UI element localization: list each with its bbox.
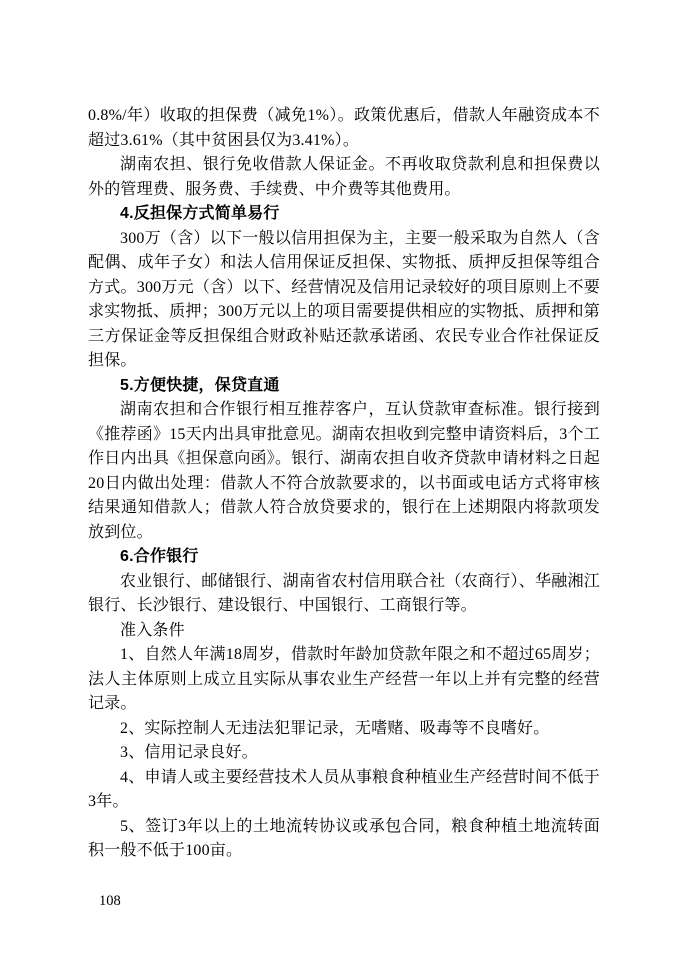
- paragraph: 农业银行、邮储银行、湖南省农村信用联合社（农商行）、华融湘江银行、长沙银行、建设银行、中国银行、工商银行等。: [88, 572, 600, 614]
- paragraph: 300万（含）以下一般以信用担保为主，主要一般采取为自然人（含配偶、成年子女）和法人信用保证反担保、实物抵、质押反担保等组合方式。300万元（含）以下、经营情况及信用记录较好的项目原则上不要求实物抵、质押；300万元以上的项目需要提供相应的实物抵、质押和第三方保证金等反担保组合财政补贴还款承诺函、农民专业合作社保证反担保。: [88, 229, 600, 369]
- paragraph-condition-1: 1、自然人年满18周岁，借款时年龄加贷款年限之和不超过65周岁；法人主体原则上成立且实际从事农业生产经营一年以上并有完整的经营记录。: [88, 646, 600, 712]
- section-heading-5: 5.方便快捷，保贷直通: [120, 376, 280, 394]
- paragraph-condition-3: 3、信用记录良好。: [120, 744, 258, 761]
- paragraph-continuation: 0.8%/年）收取的担保费（减免1%）。政策优惠后，借款人年融资成本不超过3.61%（其中贫困县仅为3.41%）。: [88, 107, 600, 149]
- paragraph-condition-4: 4、申请人或主要经营技术人员从事粮食种植业生产经营时间不低于3年。: [88, 768, 600, 810]
- paragraph: 湖南农担、银行免收借款人保证金。不再收取贷款利息和担保费以外的管理费、服务费、手续费、中介费等其他费用。: [88, 156, 600, 198]
- document-body: [88, 104, 600, 864]
- paragraph-condition-5: 5、签订3年以上的土地流转协议或承包合同，粮食种植土地流转面积一般不低于100亩。: [88, 817, 600, 859]
- paragraph-condition-2: 2、实际控制人无违法犯罪记录，无嗜赌、吸毒等不良嗜好。: [120, 719, 550, 737]
- paragraph: 湖南农担和合作银行相互推荐客户，互认贷款审查标准。银行接到《推荐函》15天内出具审批意见。湖南农担收到完整申请资料后，3个工作日内出具《担保意向函》。银行、湖南农担自收齐贷款申请材料之日起20日内做出处理：借款人不符合放款要求的，以书面或电话方式将审核结果通知借款人；借款人符合放贷要求的，银行在上述期限内将款项发放到位。: [88, 401, 600, 541]
- section-heading-6: 6.合作银行: [120, 548, 199, 565]
- page-number: 108: [99, 893, 121, 909]
- section-heading-4: 4.反担保方式简单易行: [120, 205, 280, 222]
- paragraph-access-conditions-title: 准入条件: [120, 621, 185, 639]
